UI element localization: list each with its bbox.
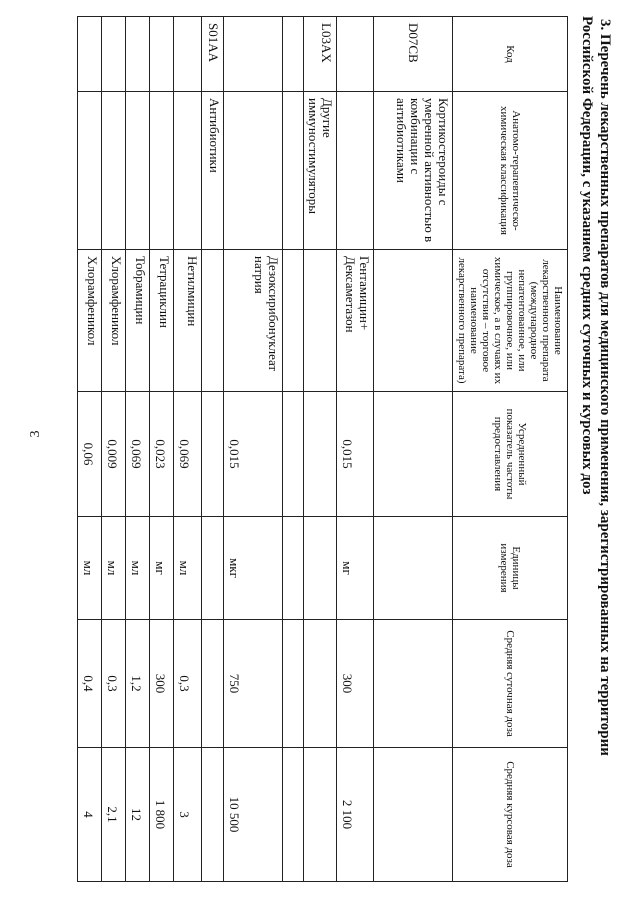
drug-daily-dose: 750 — [224, 620, 283, 748]
drug-name: Хлорамфеникол — [78, 250, 102, 392]
atc-code: L03AX — [304, 17, 337, 92]
table-row — [283, 17, 304, 882]
drug-name: Тобрамицин — [126, 250, 150, 392]
drug-frequency: 0,009 — [102, 392, 126, 517]
drug-frequency: 0,023 — [150, 392, 174, 517]
header-atc: Анатомо-терапевтическо-химическая классификация — [453, 92, 568, 250]
drug-name: Дезоксирибонуклеат натрия — [224, 250, 283, 392]
header-code: Код — [453, 17, 568, 92]
drug-course-dose: 10 500 — [224, 748, 283, 882]
drug-course-dose: 3 — [174, 748, 202, 882]
drug-frequency: 0,069 — [174, 392, 202, 517]
header-course-dose: Средняя курсовая доза — [453, 748, 568, 882]
table-header-row — [453, 17, 568, 882]
drug-frequency: 0,015 — [337, 392, 374, 517]
header-frequency: Усредненный показатель частоты предоставления — [453, 392, 568, 517]
drug-daily-dose: 300 — [337, 620, 374, 748]
drug-unit: мг — [150, 517, 174, 620]
table-row — [78, 17, 102, 882]
table-row — [102, 17, 126, 882]
drug-daily-dose: 0,3 — [102, 620, 126, 748]
table-row — [337, 17, 374, 882]
page-number: 3 — [28, 430, 43, 438]
header-name: Наименование лекарственного препарата (международное непатентованное, или группировочное, или химическое, а в случаях их отсутствия – торговое наименование лекарственного препарата) — [453, 250, 568, 392]
table-row — [126, 17, 150, 882]
drug-unit: мг — [337, 517, 374, 620]
drug-name: Нетилмицин — [174, 250, 202, 392]
table-row — [150, 17, 174, 882]
drug-unit: мл — [126, 517, 150, 620]
heading-line-1: 3. Перечень лекарственных препаратов для медицинского применения, зарегистрированных на территории — [597, 19, 613, 756]
drug-unit: мкг — [224, 517, 283, 620]
atc-code: S01AA — [202, 17, 224, 92]
drug-daily-dose: 0,3 — [174, 620, 202, 748]
drug-daily-dose: 0,4 — [78, 620, 102, 748]
drug-name: Гентамицин+ Дексаметазон — [337, 250, 374, 392]
table-row — [224, 17, 283, 882]
atc-code: D07CB — [374, 17, 453, 92]
rotated-page-content — [54, 16, 614, 886]
drug-frequency: 0,06 — [78, 392, 102, 517]
drug-daily-dose: 300 — [150, 620, 174, 748]
table-row — [202, 17, 224, 882]
table-row — [304, 17, 337, 882]
drug-unit: мл — [78, 517, 102, 620]
drug-frequency: 0,015 — [224, 392, 283, 517]
drug-course-dose: 12 — [126, 748, 150, 882]
drug-course-dose: 1 800 — [150, 748, 174, 882]
drug-course-dose: 2,1 — [102, 748, 126, 882]
atc-classification: Антибиотики — [202, 92, 224, 250]
header-unit: Единицы измерения — [453, 517, 568, 620]
drug-frequency: 0,069 — [126, 392, 150, 517]
drug-unit: мл — [174, 517, 202, 620]
drug-course-dose: 2 100 — [337, 748, 374, 882]
drug-table — [77, 16, 568, 882]
heading-line-2: Российской Федерации, с указанием средних суточных и курсовых доз — [579, 16, 595, 495]
atc-classification: Другие иммуностимуляторы — [304, 92, 337, 250]
drug-course-dose: 4 — [78, 748, 102, 882]
atc-classification: Кортикостероиды с умеренной активностью в комбинации с антибиотиками — [374, 92, 453, 250]
drug-unit: мл — [102, 517, 126, 620]
drug-name: Хлорамфеникол — [102, 250, 126, 392]
drug-daily-dose: 1,2 — [126, 620, 150, 748]
table-row — [374, 17, 453, 882]
header-daily-dose: Средняя суточная доза — [453, 620, 568, 748]
section-heading — [578, 16, 614, 886]
table-row — [174, 17, 202, 882]
drug-name: Тетрациклин — [150, 250, 174, 392]
